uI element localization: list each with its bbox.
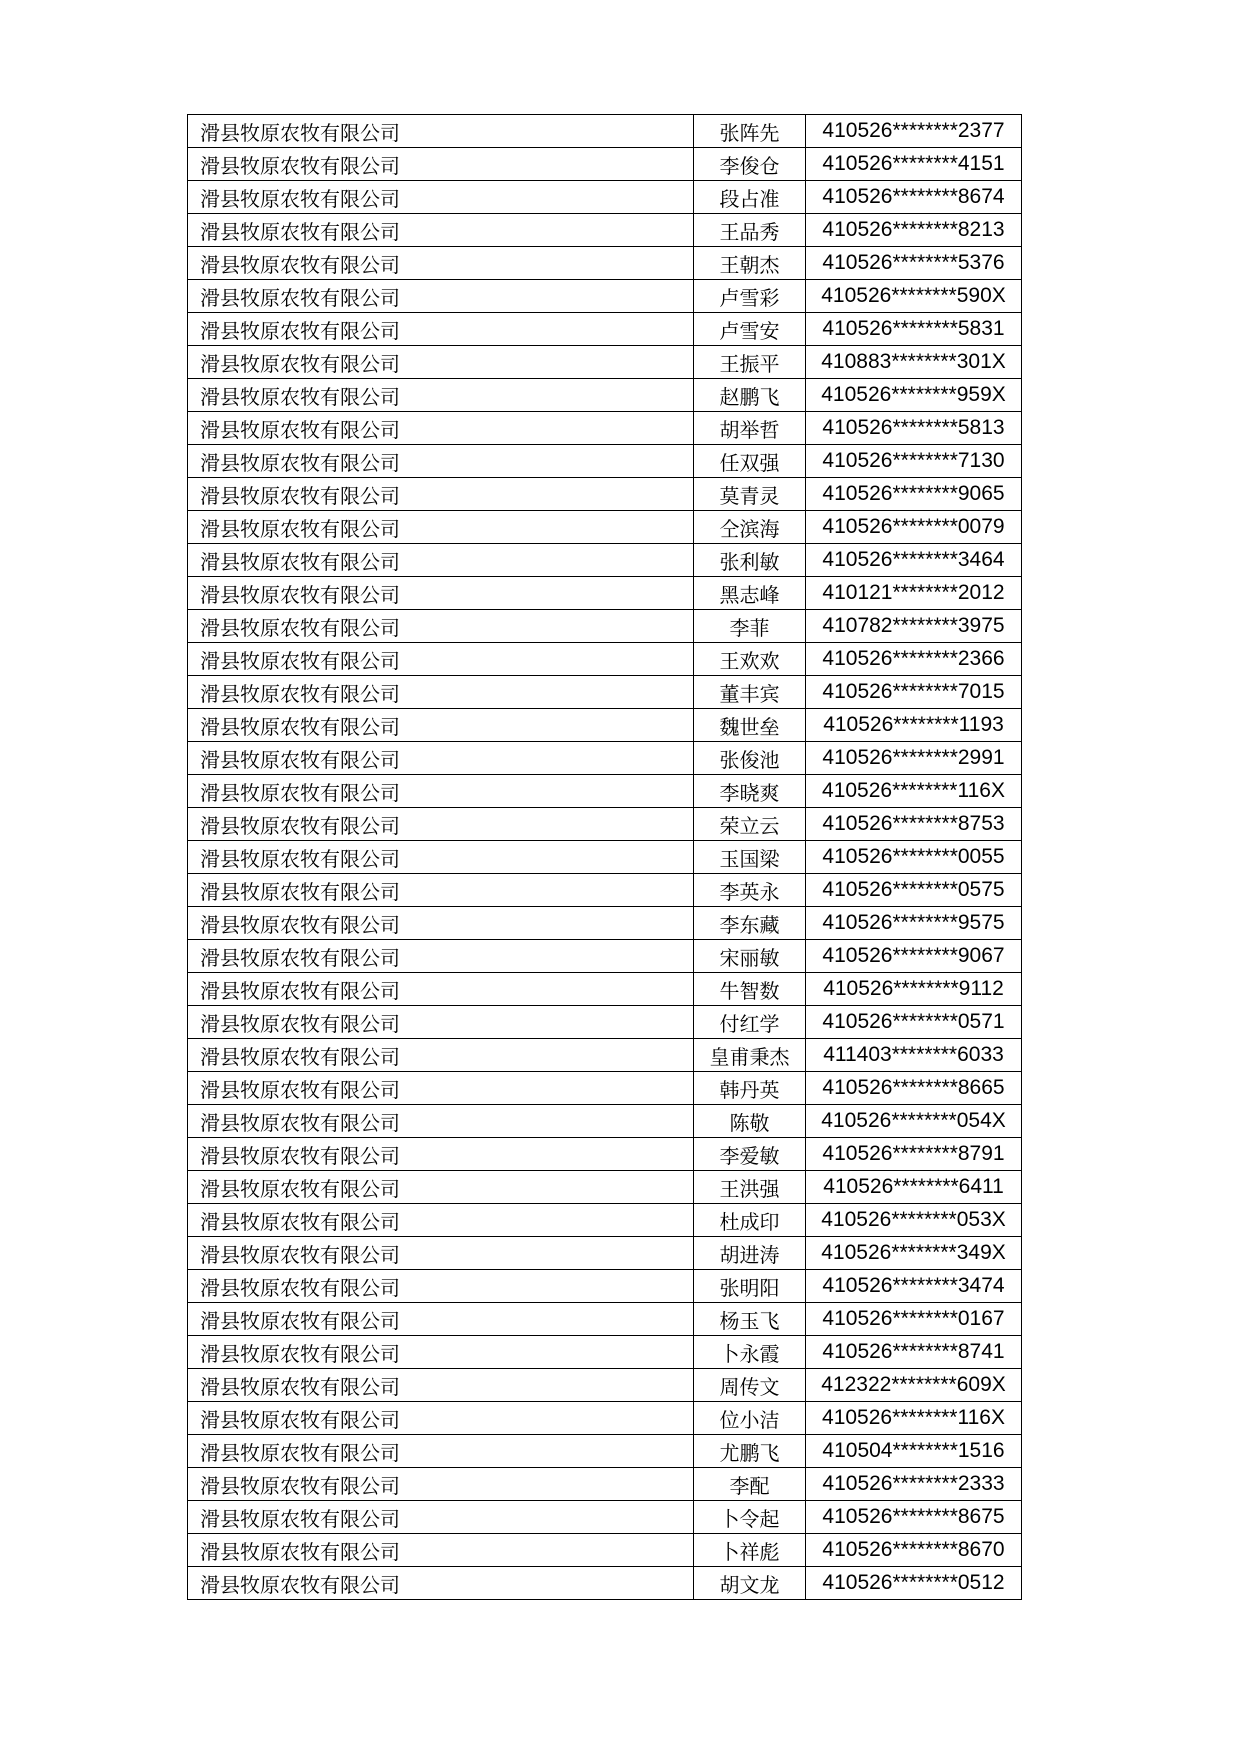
person-name-cell: 李英永 xyxy=(694,874,806,907)
company-cell: 滑县牧原农牧有限公司 xyxy=(188,1171,694,1204)
person-name-cell: 陈敬 xyxy=(694,1105,806,1138)
person-name-cell: 李配 xyxy=(694,1468,806,1501)
id-number-cell: 410526********5376 xyxy=(806,247,1022,280)
company-cell: 滑县牧原农牧有限公司 xyxy=(188,346,694,379)
table-row xyxy=(188,907,1022,940)
table-row xyxy=(188,940,1022,973)
person-name-cell: 卢雪安 xyxy=(694,313,806,346)
person-name-cell: 位小洁 xyxy=(694,1402,806,1435)
id-number-cell: 410526********2366 xyxy=(806,643,1022,676)
table-row xyxy=(188,478,1022,511)
id-number-cell: 410526********5831 xyxy=(806,313,1022,346)
person-name-cell: 卜祥彪 xyxy=(694,1534,806,1567)
person-name-cell: 李菲 xyxy=(694,610,806,643)
person-name-cell: 李东藏 xyxy=(694,907,806,940)
person-name-cell: 赵鹏飞 xyxy=(694,379,806,412)
table-row xyxy=(188,1501,1022,1534)
company-cell: 滑县牧原农牧有限公司 xyxy=(188,148,694,181)
company-cell: 滑县牧原农牧有限公司 xyxy=(188,907,694,940)
company-cell: 滑县牧原农牧有限公司 xyxy=(188,1435,694,1468)
table-row xyxy=(188,148,1022,181)
roster-body xyxy=(188,115,1022,1600)
company-cell: 滑县牧原农牧有限公司 xyxy=(188,874,694,907)
id-number-cell: 410526********5813 xyxy=(806,412,1022,445)
company-cell: 滑县牧原农牧有限公司 xyxy=(188,478,694,511)
company-cell: 滑县牧原农牧有限公司 xyxy=(188,973,694,1006)
person-name-cell: 卜永霞 xyxy=(694,1336,806,1369)
id-number-cell: 410526********8665 xyxy=(806,1072,1022,1105)
table-row xyxy=(188,1171,1022,1204)
id-number-cell: 410526********0055 xyxy=(806,841,1022,874)
table-row xyxy=(188,1006,1022,1039)
company-cell: 滑县牧原农牧有限公司 xyxy=(188,1567,694,1600)
company-cell: 滑县牧原农牧有限公司 xyxy=(188,115,694,148)
person-name-cell: 胡举哲 xyxy=(694,412,806,445)
person-name-cell: 周传文 xyxy=(694,1369,806,1402)
table-row xyxy=(188,643,1022,676)
table-row xyxy=(188,1138,1022,1171)
id-number-cell: 410526********349X xyxy=(806,1237,1022,1270)
id-number-cell: 410526********8675 xyxy=(806,1501,1022,1534)
person-name-cell: 杜成印 xyxy=(694,1204,806,1237)
id-number-cell: 410526********053X xyxy=(806,1204,1022,1237)
roster-table xyxy=(187,114,1022,1600)
table-row xyxy=(188,1336,1022,1369)
id-number-cell: 410526********0575 xyxy=(806,874,1022,907)
table-row xyxy=(188,1468,1022,1501)
id-number-cell: 410526********2333 xyxy=(806,1468,1022,1501)
table-row xyxy=(188,874,1022,907)
company-cell: 滑县牧原农牧有限公司 xyxy=(188,1501,694,1534)
id-number-cell: 410526********0512 xyxy=(806,1567,1022,1600)
company-cell: 滑县牧原农牧有限公司 xyxy=(188,1402,694,1435)
id-number-cell: 410121********2012 xyxy=(806,577,1022,610)
id-number-cell: 410526********9112 xyxy=(806,973,1022,1006)
table-row xyxy=(188,1105,1022,1138)
table-row xyxy=(188,214,1022,247)
person-name-cell: 魏世垒 xyxy=(694,709,806,742)
company-cell: 滑县牧原农牧有限公司 xyxy=(188,610,694,643)
id-number-cell: 410526********6411 xyxy=(806,1171,1022,1204)
id-number-cell: 410526********7130 xyxy=(806,445,1022,478)
id-number-cell: 410504********1516 xyxy=(806,1435,1022,1468)
table-row xyxy=(188,1303,1022,1336)
person-name-cell: 牛智数 xyxy=(694,973,806,1006)
company-cell: 滑县牧原农牧有限公司 xyxy=(188,445,694,478)
company-cell: 滑县牧原农牧有限公司 xyxy=(188,709,694,742)
company-cell: 滑县牧原农牧有限公司 xyxy=(188,511,694,544)
table-row xyxy=(188,1369,1022,1402)
table-row xyxy=(188,1402,1022,1435)
person-name-cell: 王朝杰 xyxy=(694,247,806,280)
table-row xyxy=(188,742,1022,775)
company-cell: 滑县牧原农牧有限公司 xyxy=(188,280,694,313)
company-cell: 滑县牧原农牧有限公司 xyxy=(188,1138,694,1171)
company-cell: 滑县牧原农牧有限公司 xyxy=(188,1534,694,1567)
table-row xyxy=(188,973,1022,1006)
id-number-cell: 410526********590X xyxy=(806,280,1022,313)
company-cell: 滑县牧原农牧有限公司 xyxy=(188,1105,694,1138)
table-row xyxy=(188,346,1022,379)
id-number-cell: 410883********301X xyxy=(806,346,1022,379)
table-row xyxy=(188,379,1022,412)
id-number-cell: 410526********054X xyxy=(806,1105,1022,1138)
table-row xyxy=(188,841,1022,874)
company-cell: 滑县牧原农牧有限公司 xyxy=(188,643,694,676)
id-number-cell: 410526********1193 xyxy=(806,709,1022,742)
person-name-cell: 胡进涛 xyxy=(694,1237,806,1270)
person-name-cell: 任双强 xyxy=(694,445,806,478)
id-number-cell: 411403********6033 xyxy=(806,1039,1022,1072)
table-row xyxy=(188,808,1022,841)
company-cell: 滑县牧原农牧有限公司 xyxy=(188,379,694,412)
id-number-cell: 410526********959X xyxy=(806,379,1022,412)
person-name-cell: 李爱敏 xyxy=(694,1138,806,1171)
company-cell: 滑县牧原农牧有限公司 xyxy=(188,1270,694,1303)
company-cell: 滑县牧原农牧有限公司 xyxy=(188,577,694,610)
person-name-cell: 玉国梁 xyxy=(694,841,806,874)
table-row xyxy=(188,1534,1022,1567)
id-number-cell: 410526********9067 xyxy=(806,940,1022,973)
person-name-cell: 王品秀 xyxy=(694,214,806,247)
id-number-cell: 410526********0079 xyxy=(806,511,1022,544)
table-row xyxy=(188,676,1022,709)
person-name-cell: 李俊仓 xyxy=(694,148,806,181)
table-row xyxy=(188,1204,1022,1237)
table-row xyxy=(188,775,1022,808)
id-number-cell: 410526********8213 xyxy=(806,214,1022,247)
table-row xyxy=(188,511,1022,544)
id-number-cell: 410526********2991 xyxy=(806,742,1022,775)
person-name-cell: 张利敏 xyxy=(694,544,806,577)
company-cell: 滑县牧原农牧有限公司 xyxy=(188,940,694,973)
id-number-cell: 410526********7015 xyxy=(806,676,1022,709)
table-row xyxy=(188,709,1022,742)
id-number-cell: 410526********8741 xyxy=(806,1336,1022,1369)
person-name-cell: 付红学 xyxy=(694,1006,806,1039)
id-number-cell: 410526********8753 xyxy=(806,808,1022,841)
company-cell: 滑县牧原农牧有限公司 xyxy=(188,1204,694,1237)
person-name-cell: 王欢欢 xyxy=(694,643,806,676)
person-name-cell: 仝滨海 xyxy=(694,511,806,544)
person-name-cell: 卜令起 xyxy=(694,1501,806,1534)
person-name-cell: 皇甫秉杰 xyxy=(694,1039,806,1072)
id-number-cell: 410526********3464 xyxy=(806,544,1022,577)
company-cell: 滑县牧原农牧有限公司 xyxy=(188,808,694,841)
id-number-cell: 410526********8670 xyxy=(806,1534,1022,1567)
person-name-cell: 莫青灵 xyxy=(694,478,806,511)
person-name-cell: 李晓爽 xyxy=(694,775,806,808)
table-row xyxy=(188,247,1022,280)
person-name-cell: 董丰宾 xyxy=(694,676,806,709)
person-name-cell: 尤鹏飞 xyxy=(694,1435,806,1468)
table-row xyxy=(188,1567,1022,1600)
person-name-cell: 张明阳 xyxy=(694,1270,806,1303)
company-cell: 滑县牧原农牧有限公司 xyxy=(188,775,694,808)
id-number-cell: 410526********8791 xyxy=(806,1138,1022,1171)
id-number-cell: 410526********4151 xyxy=(806,148,1022,181)
company-cell: 滑县牧原农牧有限公司 xyxy=(188,214,694,247)
person-name-cell: 张俊池 xyxy=(694,742,806,775)
id-number-cell: 410526********8674 xyxy=(806,181,1022,214)
company-cell: 滑县牧原农牧有限公司 xyxy=(188,1006,694,1039)
table-row xyxy=(188,1435,1022,1468)
table-row xyxy=(188,445,1022,478)
company-cell: 滑县牧原农牧有限公司 xyxy=(188,1336,694,1369)
table-row xyxy=(188,280,1022,313)
table-row xyxy=(188,412,1022,445)
table-row xyxy=(188,1072,1022,1105)
company-cell: 滑县牧原农牧有限公司 xyxy=(188,1369,694,1402)
person-name-cell: 荣立云 xyxy=(694,808,806,841)
person-name-cell: 王振平 xyxy=(694,346,806,379)
id-number-cell: 410526********9065 xyxy=(806,478,1022,511)
person-name-cell: 黑志峰 xyxy=(694,577,806,610)
company-cell: 滑县牧原农牧有限公司 xyxy=(188,1303,694,1336)
table-row xyxy=(188,610,1022,643)
id-number-cell: 410526********0167 xyxy=(806,1303,1022,1336)
company-cell: 滑县牧原农牧有限公司 xyxy=(188,412,694,445)
company-cell: 滑县牧原农牧有限公司 xyxy=(188,1237,694,1270)
table-row xyxy=(188,1039,1022,1072)
person-name-cell: 张阵先 xyxy=(694,115,806,148)
company-cell: 滑县牧原农牧有限公司 xyxy=(188,313,694,346)
table-row xyxy=(188,544,1022,577)
company-cell: 滑县牧原农牧有限公司 xyxy=(188,247,694,280)
company-cell: 滑县牧原农牧有限公司 xyxy=(188,181,694,214)
person-name-cell: 胡文龙 xyxy=(694,1567,806,1600)
person-name-cell: 宋丽敏 xyxy=(694,940,806,973)
company-cell: 滑县牧原农牧有限公司 xyxy=(188,742,694,775)
id-number-cell: 410526********2377 xyxy=(806,115,1022,148)
id-number-cell: 410526********9575 xyxy=(806,907,1022,940)
id-number-cell: 410526********3474 xyxy=(806,1270,1022,1303)
id-number-cell: 410526********0571 xyxy=(806,1006,1022,1039)
table-row xyxy=(188,181,1022,214)
table-row xyxy=(188,313,1022,346)
id-number-cell: 412322********609X xyxy=(806,1369,1022,1402)
person-name-cell: 韩丹英 xyxy=(694,1072,806,1105)
table-row xyxy=(188,115,1022,148)
company-cell: 滑县牧原农牧有限公司 xyxy=(188,1039,694,1072)
id-number-cell: 410526********116X xyxy=(806,775,1022,808)
company-cell: 滑县牧原农牧有限公司 xyxy=(188,544,694,577)
person-name-cell: 卢雪彩 xyxy=(694,280,806,313)
company-cell: 滑县牧原农牧有限公司 xyxy=(188,1468,694,1501)
id-number-cell: 410526********116X xyxy=(806,1402,1022,1435)
company-cell: 滑县牧原农牧有限公司 xyxy=(188,841,694,874)
id-number-cell: 410782********3975 xyxy=(806,610,1022,643)
table-row xyxy=(188,1237,1022,1270)
table-row xyxy=(188,1270,1022,1303)
company-cell: 滑县牧原农牧有限公司 xyxy=(188,1072,694,1105)
person-name-cell: 段占准 xyxy=(694,181,806,214)
person-name-cell: 杨玉飞 xyxy=(694,1303,806,1336)
person-name-cell: 王洪强 xyxy=(694,1171,806,1204)
table-row xyxy=(188,577,1022,610)
company-cell: 滑县牧原农牧有限公司 xyxy=(188,676,694,709)
